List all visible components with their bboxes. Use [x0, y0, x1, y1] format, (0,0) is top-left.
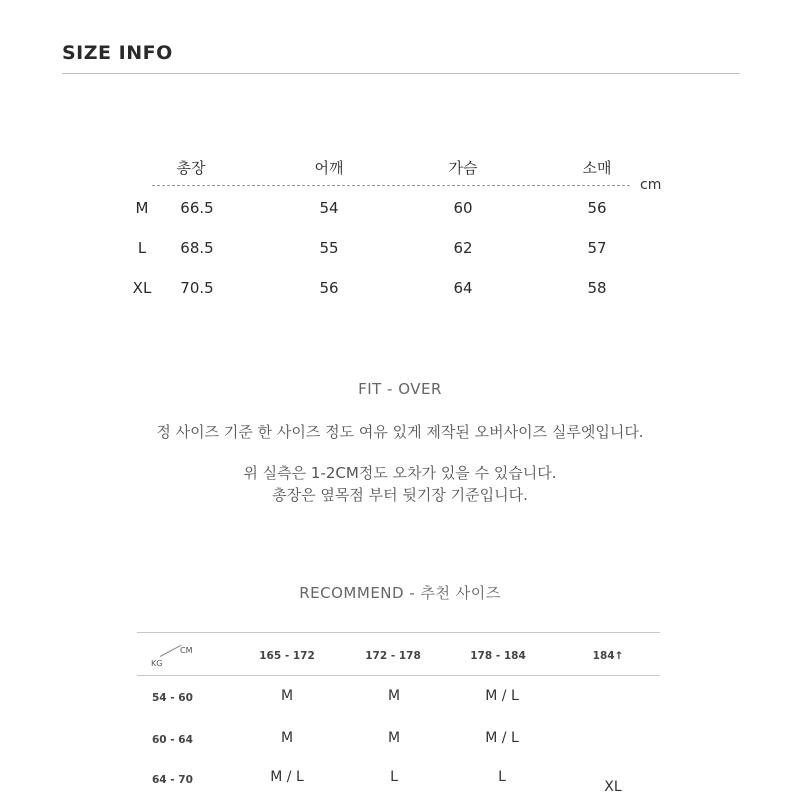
fit-description: 정 사이즈 기준 한 사이즈 정도 여유 있게 제작된 오버사이즈 실루엣입니다. — [156, 423, 644, 441]
measurement-note: 위 실측은 1-2CM정도 오차가 있을 수 있습니다. — [243, 464, 557, 482]
recommend-cell: M — [280, 730, 294, 746]
size-cell: 55 — [319, 239, 339, 257]
size-cell: 60 — [453, 199, 473, 217]
size-cell: 56 — [587, 199, 607, 217]
recommend-cell: M / L — [270, 769, 304, 785]
size-cell: 57 — [587, 239, 607, 257]
size-header-chest: 가슴 — [448, 159, 478, 177]
recommend-kg: 60 - 64 — [152, 734, 193, 746]
size-cell: 70.5 — [180, 279, 214, 297]
recommend-cell: M — [387, 730, 401, 746]
size-label: L — [137, 239, 147, 257]
recommend-cell: L — [390, 769, 398, 785]
corner-diagonal — [160, 645, 182, 657]
recommend-header: 172 - 178 — [365, 650, 421, 662]
size-cell: 54 — [319, 199, 339, 217]
recommend-header: 184↑ — [592, 650, 624, 662]
recommend-kg: 54 - 60 — [152, 692, 193, 704]
size-cell: 68.5 — [180, 239, 214, 257]
size-table-divider — [152, 185, 630, 186]
size-cell: 58 — [587, 279, 607, 297]
recommend-kg: 64 - 70 — [152, 774, 193, 786]
size-cell: 64 — [453, 279, 473, 297]
recommend-cell: L — [498, 769, 506, 785]
recommend-cell: M / L — [485, 688, 519, 704]
size-header-length: 총장 — [176, 159, 206, 177]
corner-cm-label: CM — [180, 646, 193, 655]
recommend-cell: M / L — [485, 730, 519, 746]
recommend-header: 178 - 184 — [470, 650, 526, 662]
heading-divider — [62, 73, 740, 74]
recommend-top-rule — [137, 632, 660, 633]
size-cell: 66.5 — [180, 199, 214, 217]
fit-title: FIT - OVER — [358, 380, 442, 398]
recommend-title: RECOMMEND - 추천 사이즈 — [299, 584, 501, 602]
size-cell: 62 — [453, 239, 473, 257]
recommend-cell: M — [387, 688, 401, 704]
size-label: XL — [132, 279, 152, 297]
size-header-sleeve: 소매 — [582, 159, 612, 177]
recommend-cell: M — [280, 688, 294, 704]
length-note: 총장은 옆목점 부터 뒷기장 기준입니다. — [272, 486, 528, 504]
recommend-cell: XL — [604, 779, 622, 795]
size-header-shoulder: 어깨 — [314, 159, 344, 177]
recommend-header: 165 - 172 — [259, 650, 315, 662]
page-heading: SIZE INFO — [62, 42, 173, 64]
size-label: M — [135, 199, 149, 217]
size-unit: cm — [640, 177, 662, 193]
corner-kg-label: KG — [151, 659, 163, 668]
size-cell: 56 — [319, 279, 339, 297]
recommend-header-rule — [137, 675, 660, 676]
